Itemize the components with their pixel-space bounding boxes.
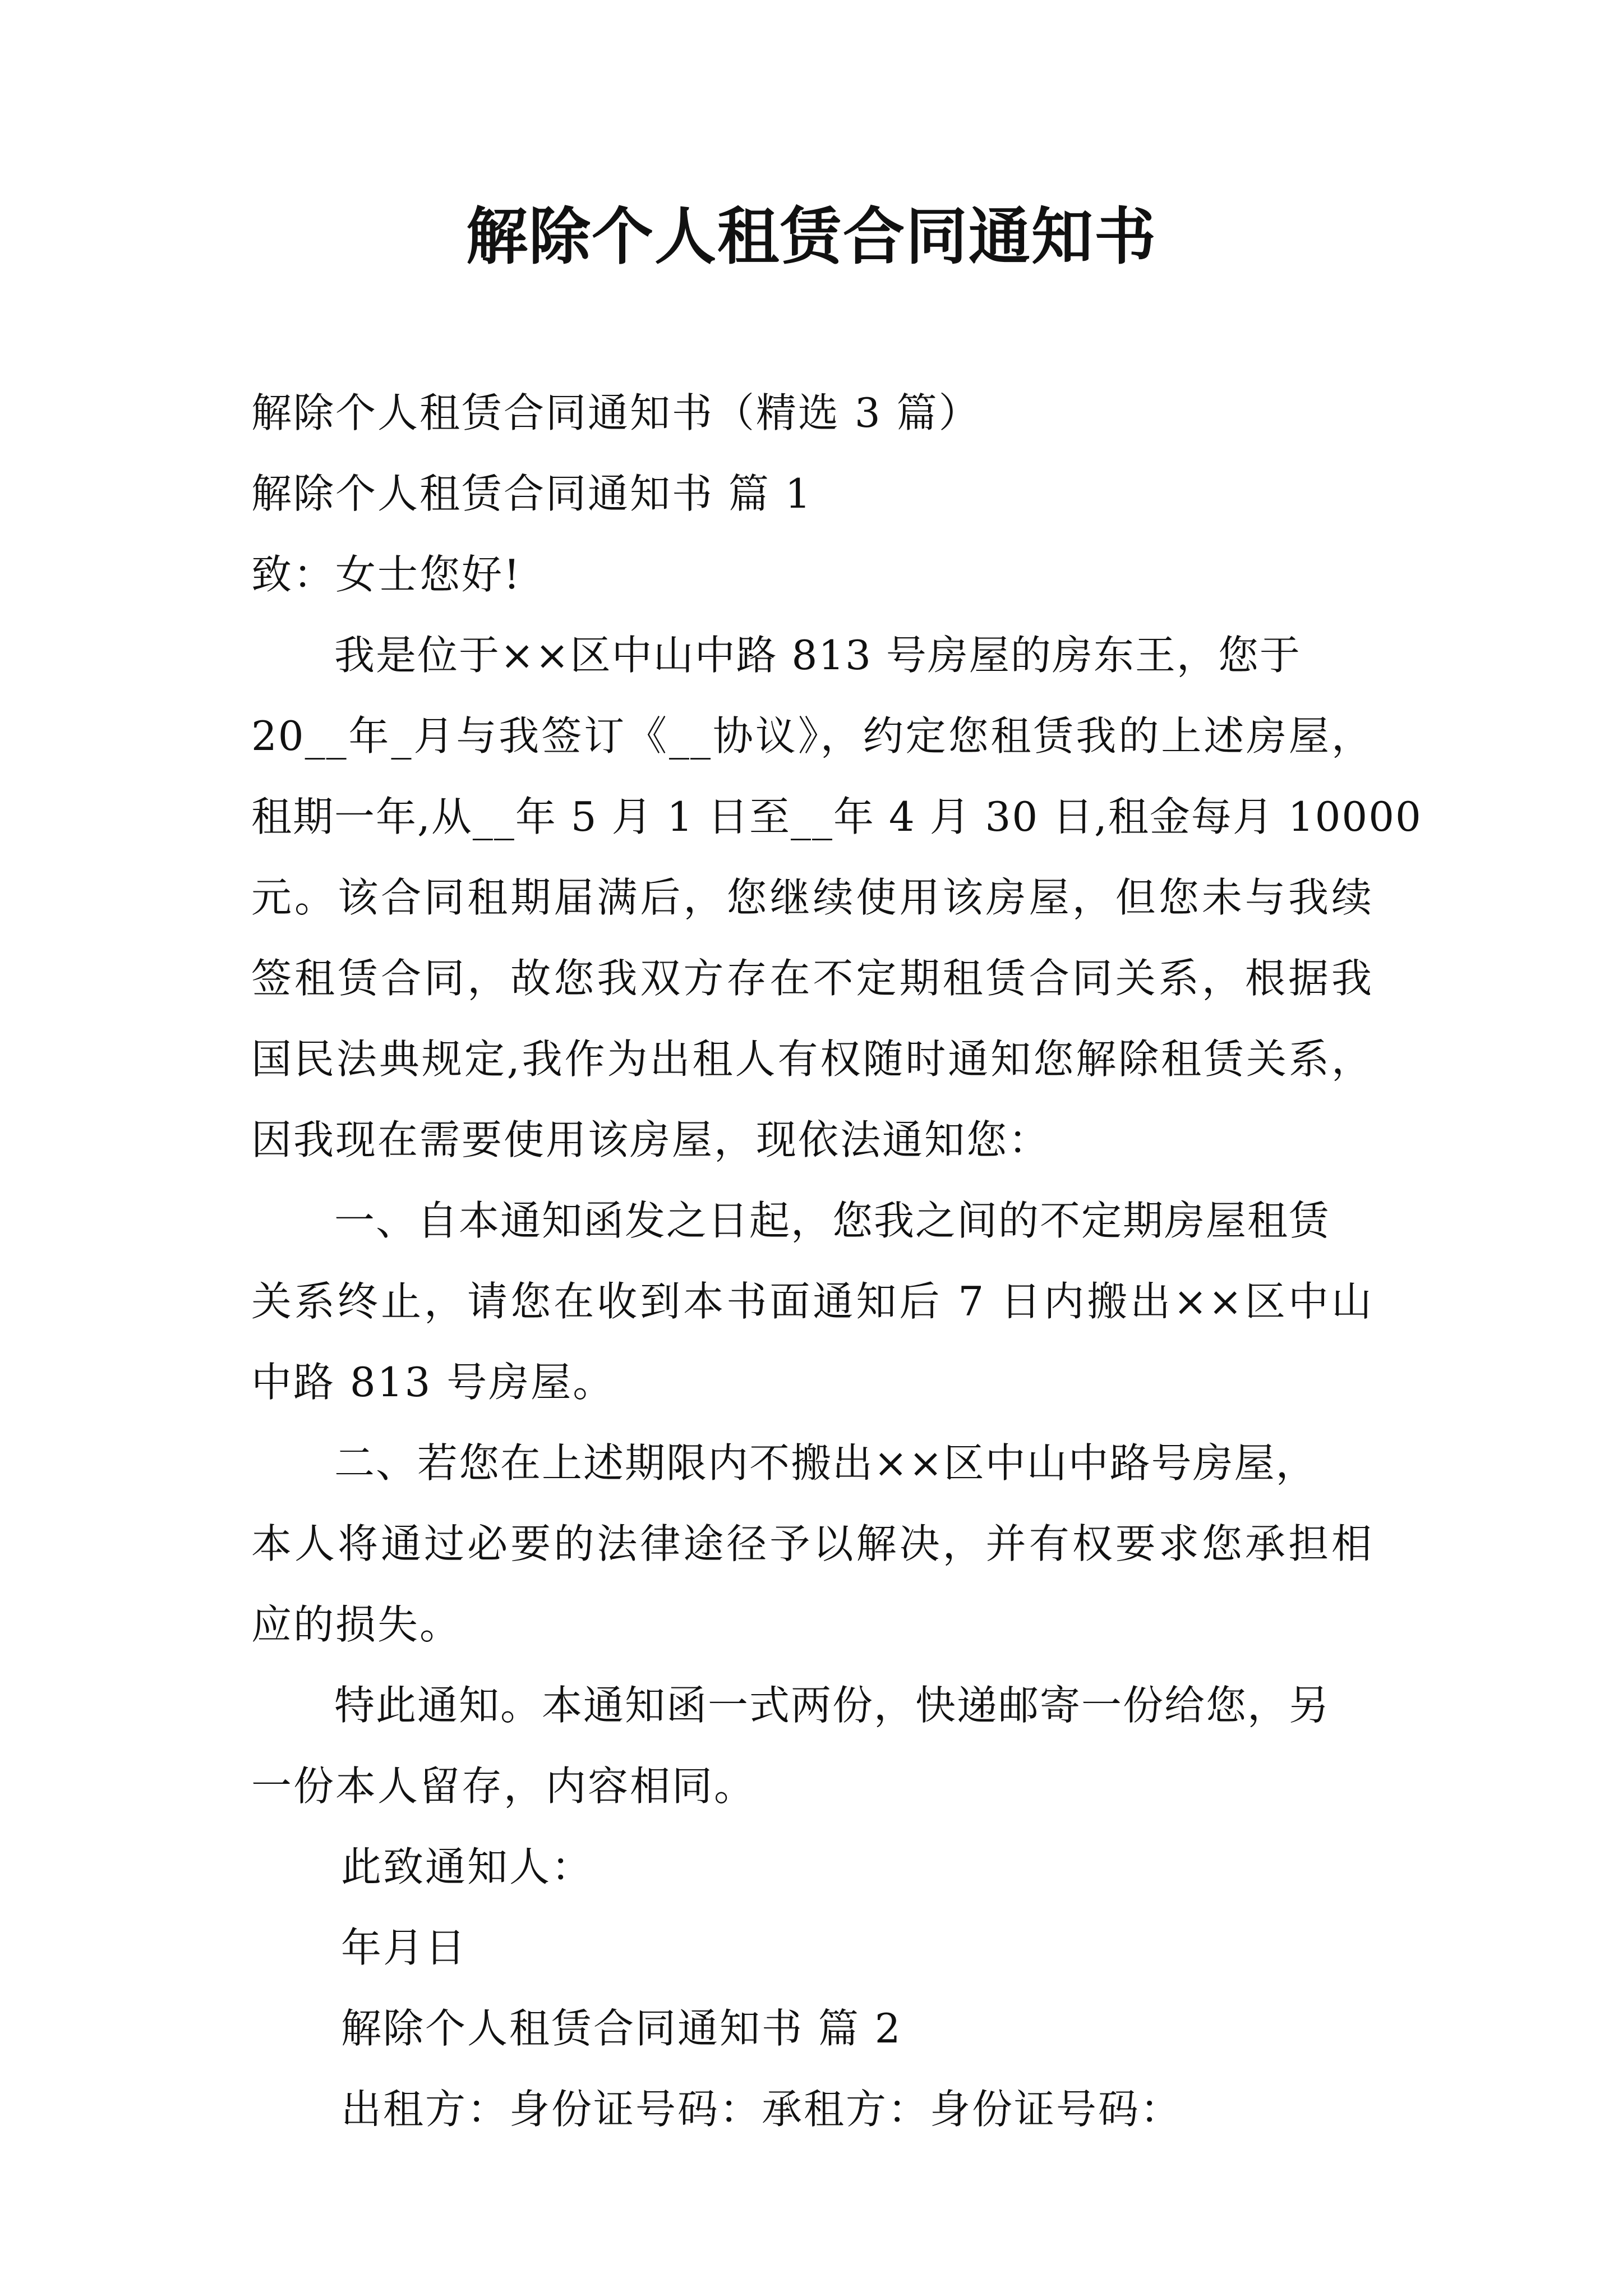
document-title: 解除个人租赁合同通知书 (466, 200, 1157, 273)
paragraph-3-line-1: 二、若您在上述期限内不搬出××区中山中路号房屋， (251, 1439, 1317, 1487)
section-2-title: 解除个人租赁合同通知书 篇 2 (341, 2005, 902, 2052)
paragraph-4-line-1: 特此通知。本通知函一式两份，快递邮寄一份给您，另 (251, 1682, 1331, 1729)
closing-line: 此致通知人： (341, 1843, 594, 1890)
paragraph-3-line-2: 本人将通过必要的法律途径予以解决，并有权要求您承担相 (251, 1520, 1373, 1567)
paragraph-1-line-1: 我是位于××区中山中路 813 号房屋的房东王，您于 (251, 632, 1301, 679)
paragraph-1-line-4: 元。该合同租期届满后，您继续使用该房屋，但您未与我续 (251, 874, 1373, 921)
paragraph-1-line-6: 国民法典规定,我作为出租人有权随时通知您解除租赁关系， (251, 1036, 1373, 1083)
date-line: 年月日 (341, 1924, 468, 1971)
parties-line: 出租方：身份证号码：承租方：身份证号码： (341, 2086, 1183, 2133)
paragraph-4-line-2: 一份本人留存，内容相同。 (251, 1763, 757, 1810)
paragraph-1-line-7: 因我现在需要使用该房屋，现依法通知您： (251, 1116, 1051, 1163)
document-heading: 解除个人租赁合同通知书（精选 3 篇） (251, 389, 981, 436)
paragraph-1-line-5: 签租赁合同，故您我双方存在不定期租赁合同关系，根据我 (251, 955, 1373, 1002)
paragraph-2-line-1: 一、自本通知函发之日起，您我之间的不定期房屋租赁 (251, 1197, 1331, 1244)
paragraph-1-line-2: 20__年_月与我签订《__协议》，约定您租赁我的上述房屋， (251, 712, 1373, 760)
section-1-title: 解除个人租赁合同通知书 篇 1 (251, 470, 813, 517)
greeting-line: 致：女士您好! (251, 551, 522, 598)
paragraph-2-line-3: 中路 813 号房屋。 (251, 1359, 615, 1406)
paragraph-1-line-3: 租期一年,从__年 5 月 1 日至__年 4 月 30 日,租金每月 10000 (251, 793, 1422, 840)
paragraph-2-line-2: 关系终止，请您在收到本书面通知后 7 日内搬出××区中山 (251, 1278, 1373, 1325)
paragraph-3-line-3: 应的损失。 (251, 1601, 462, 1648)
